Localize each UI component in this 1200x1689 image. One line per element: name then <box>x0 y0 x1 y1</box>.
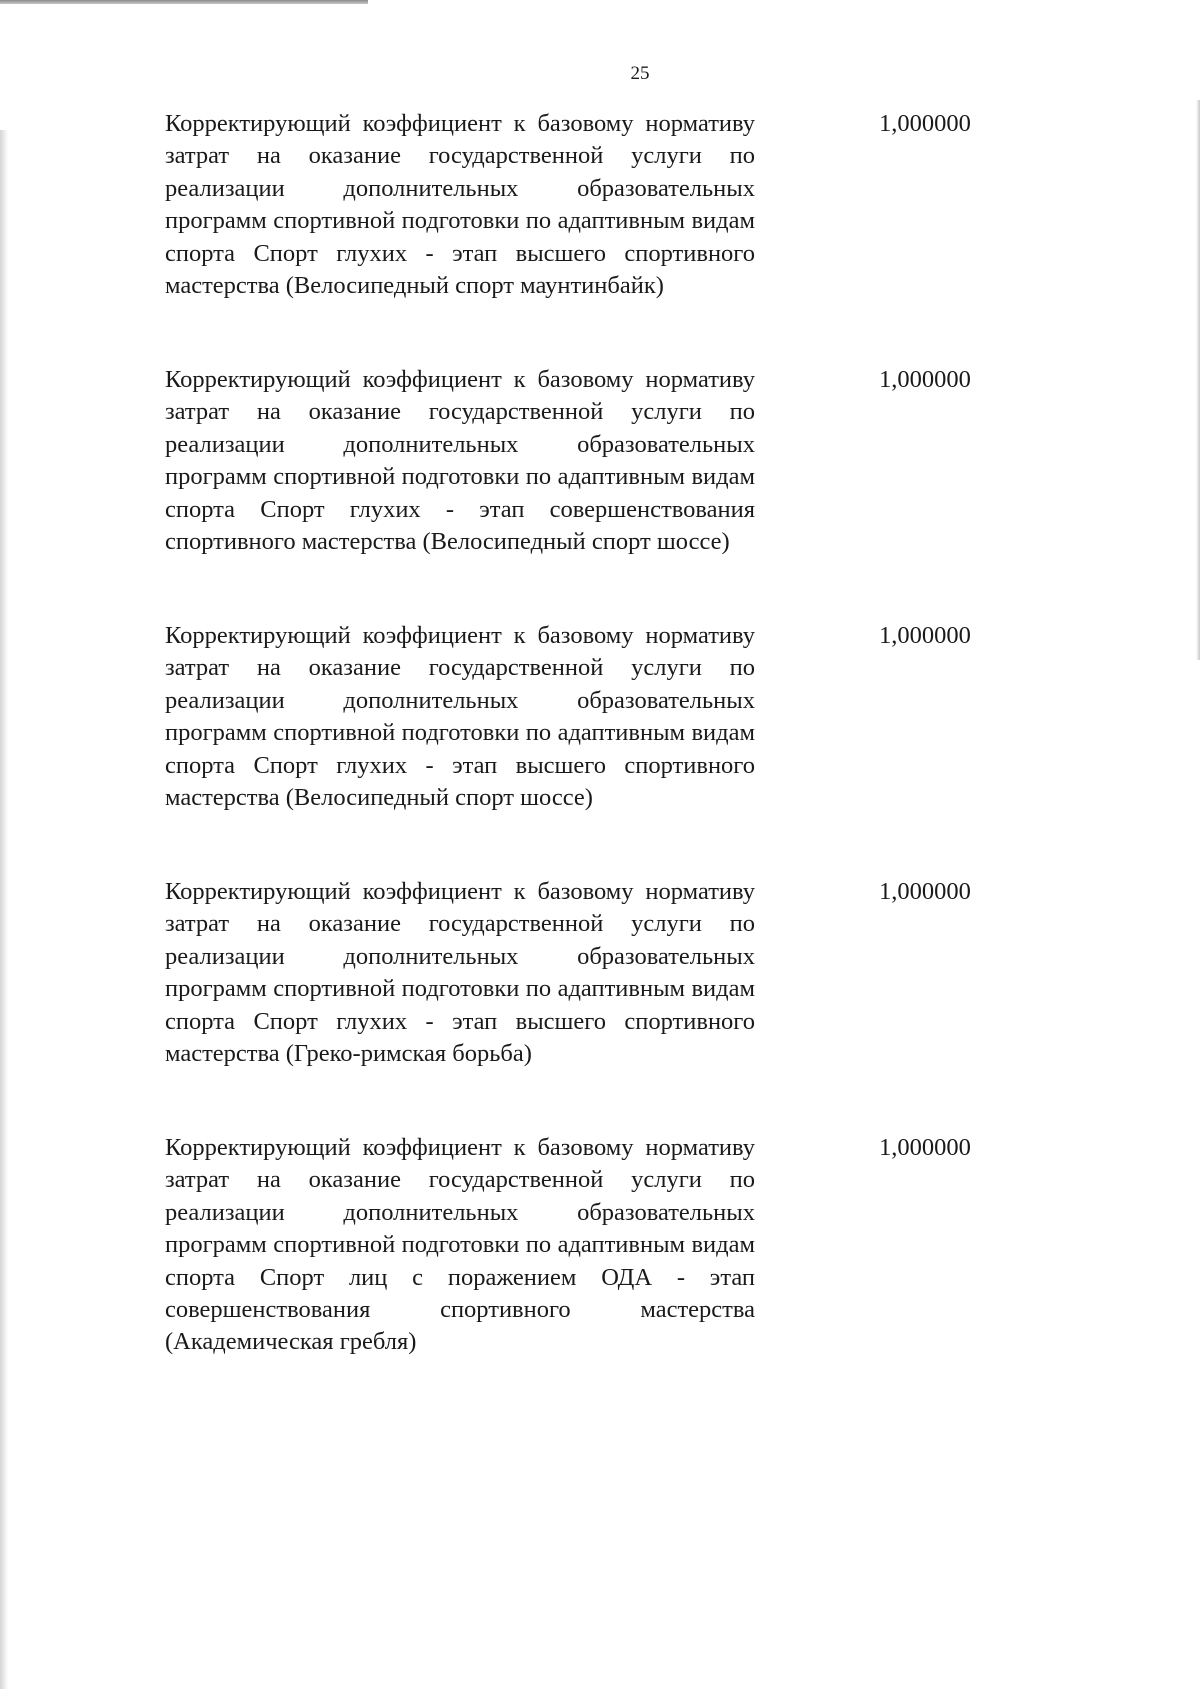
coefficient-entry <box>165 620 1165 814</box>
entry-coefficient-value: 1,000000 <box>879 622 971 649</box>
entry-coefficient-value: 1,000000 <box>879 878 971 905</box>
coefficient-entry <box>165 1132 1165 1359</box>
entry-description: Корректирующий коэффициент к базовому нормативу затрат на оказание государственной услуги по реализации дополнительных образовательных программ спортивной подготовки по адаптивным видам спорта Спорт глухих - этап высшего спортивного мастерства (Велосипедный спорт шоссе) <box>165 622 755 812</box>
page-number: 25 <box>630 63 650 84</box>
entry-coefficient-value: 1,000000 <box>879 110 971 137</box>
scan-edge-right <box>1196 100 1200 660</box>
entry-coefficient-value: 1,000000 <box>879 1134 971 1161</box>
scan-edge-top <box>0 0 368 4</box>
entry-description: Корректирующий коэффициент к базовому нормативу затрат на оказание государственной услуги по реализации дополнительных образовательных программ спортивной подготовки по адаптивным видам спорта Спорт глухих - этап высшего спортивного мастерства (Велосипедный спорт маунтинбайк) <box>165 110 755 300</box>
coefficient-entry <box>165 876 1165 1070</box>
scan-edge-left <box>0 130 8 1689</box>
coefficient-entry <box>165 108 1165 302</box>
entry-description: Корректирующий коэффициент к базовому нормативу затрат на оказание государственной услуги по реализации дополнительных образовательных программ спортивной подготовки по адаптивным видам спорта Спорт глухих - этап совершенствования спортивного мастерства (Велосипедный спорт шоссе) <box>165 366 755 556</box>
coefficient-entry <box>165 364 1165 558</box>
entry-description: Корректирующий коэффициент к базовому нормативу затрат на оказание государственной услуги по реализации дополнительных образовательных программ спортивной подготовки по адаптивным видам спорта Спорт лиц с поражением ОДА - этап совершенствования спортивного мастерства (Академическая гребля) <box>165 1134 755 1356</box>
entry-description: Корректирующий коэффициент к базовому нормативу затрат на оказание государственной услуги по реализации дополнительных образовательных программ спортивной подготовки по адаптивным видам спорта Спорт глухих - этап высшего спортивного мастерства (Греко-римская борьба) <box>165 878 755 1068</box>
entry-coefficient-value: 1,000000 <box>879 366 971 393</box>
